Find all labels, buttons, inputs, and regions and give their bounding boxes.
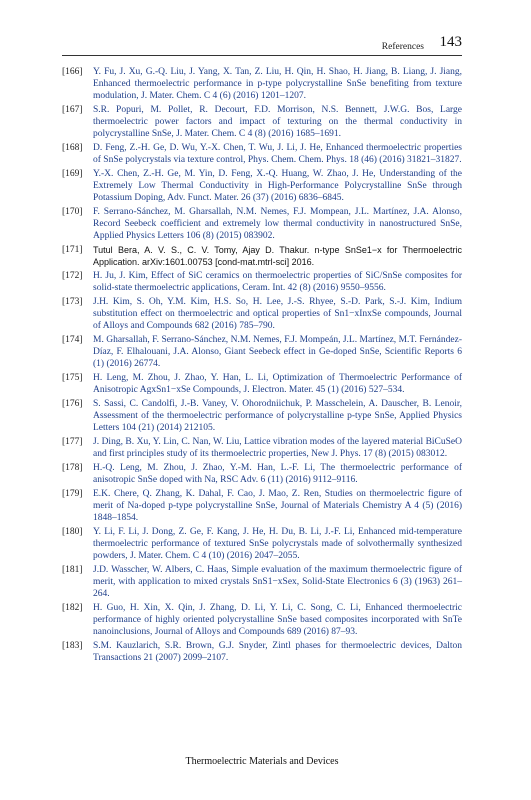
reference-number: [181]	[62, 565, 83, 575]
reference-item	[62, 602, 462, 638]
reference-text[interactable]: E.K. Chere, Q. Zhang, K. Dahal, F. Cao, J. Mao, Z. Ren, Studies on thermoelectric figure of merit of Na-doped p-type polycrystalline SnSe, Journal of Materials Chemistry A 4 (5) (2016) 1848–1854.	[93, 489, 462, 523]
reference-item	[62, 142, 462, 166]
reference-number: [166]	[62, 67, 83, 77]
reference-text[interactable]: J. Ding, B. Xu, Y. Lin, C. Nan, W. Liu, Lattice vibration modes of the layered material BiCuSeO and first principles study of its thermoelectric properties, New J. Phys. 17 (8) (2015) 083012.	[93, 437, 462, 459]
reference-number: [168]	[62, 143, 83, 153]
reference-item	[62, 564, 462, 600]
reference-number: [167]	[62, 105, 83, 115]
reference-number: [175]	[62, 373, 83, 383]
reference-text[interactable]: S. Sassi, C. Candolfi, J.-B. Vaney, V. Ohorodniichuk, P. Masschelein, A. Dauscher, B. Lenoir, Assessment of the thermoelectric performance of polycrystalline p-type SnSe, Applied Physics Letters 104 (21) (2014) 212105.	[93, 399, 462, 433]
reference-item	[62, 462, 462, 486]
running-title: References	[381, 42, 424, 52]
reference-number: [183]	[62, 641, 83, 651]
reference-number: [179]	[62, 489, 83, 499]
reference-text: Tutul Bera, A. V. S., C. V. Tomy, Ajay D. Thakur. n-type SnSe1−x for Thermoelectric Application. arXiv:1601.00753 [cond-mat.mtrl-sci] 2016.	[93, 245, 462, 267]
reference-item	[62, 244, 462, 268]
reference-text[interactable]: H. Guo, H. Xin, X. Qin, J. Zhang, D. Li, Y. Li, C. Song, C. Li, Enhanced thermoelectric performance of highly oriented polycrystalline SnSe based composites incorporated with SnTe nanoinclusions, Journal of Alloys and Compounds 689 (2016) 87–93.	[93, 603, 462, 637]
reference-text[interactable]: S.R. Popuri, M. Pollet, R. Decourt, F.D. Morrison, N.S. Bennett, J.W.G. Bos, Large thermoelectric power factors and impact of texturing on the thermal conductivity in polycrystalline SnSe, J. Mater. Chem. C 4 (8) (2016) 1685–1691.	[93, 105, 462, 139]
reference-item	[62, 398, 462, 434]
reference-number: [178]	[62, 463, 83, 473]
reference-number: [169]	[62, 169, 83, 179]
reference-text[interactable]: Y. Li, F. Li, J. Dong, Z. Ge, F. Kang, J. He, H. Du, B. Li, J.-F. Li, Enhanced mid-temperature thermoelectric performance of textured SnSe polycrystals made of solvothermally synthesized powders, J. Mater. Chem. C 4 (10) (2016) 2047–2055.	[93, 527, 462, 561]
reference-text[interactable]: H. Leng, M. Zhou, J. Zhao, Y. Han, L. Li, Optimization of Thermoelectric Performance of Anisotropic AgxSn1−xSe Compounds, J. Electron. Mater. 45 (1) (2016) 527–534.	[93, 373, 462, 395]
reference-item	[62, 104, 462, 140]
reference-number: [176]	[62, 399, 83, 409]
reference-number: [173]	[62, 297, 83, 307]
reference-list	[62, 66, 462, 666]
reference-item	[62, 372, 462, 396]
reference-text[interactable]: Y. Fu, J. Xu, G.-Q. Liu, J. Yang, X. Tan, Z. Liu, H. Qin, H. Shao, H. Jiang, B. Liang, J. Jiang, Enhanced thermoelectric performance in p-type polycrystalline SnSe benefiting from texture modulation, J. Mater. Chem. C 4 (6) (2016) 1201–1207.	[93, 67, 462, 101]
reference-number: [170]	[62, 207, 83, 217]
reference-number: [172]	[62, 271, 83, 281]
reference-number: [174]	[62, 335, 83, 345]
reference-text[interactable]: H.-Q. Leng, M. Zhou, J. Zhao, Y.-M. Han, L.-F. Li, The thermoelectric performance of anisotropic SnSe doped with Na, RSC Adv. 6 (11) (2016) 9112–9116.	[93, 463, 462, 485]
reference-number: [171]	[62, 245, 83, 255]
page-header	[62, 33, 462, 55]
reference-text[interactable]: J.D. Wasscher, W. Albers, C. Haas, Simple evaluation of the maximum thermoelectric figure of merit, with application to mixed crystals SnS1−xSex, Solid-State Electronics 6 (3) (1963) 261–264.	[93, 565, 462, 599]
page-number: 143	[439, 34, 462, 50]
reference-item	[62, 66, 462, 102]
reference-item	[62, 640, 462, 664]
reference-number: [177]	[62, 437, 83, 447]
reference-number: [180]	[62, 527, 83, 537]
reference-item	[62, 296, 462, 332]
reference-item	[62, 436, 462, 460]
reference-item	[62, 488, 462, 524]
reference-item	[62, 168, 462, 204]
reference-item	[62, 270, 462, 294]
footer-book-title: Thermoelectric Materials and Devices	[185, 756, 339, 767]
reference-text[interactable]: S.M. Kauzlarich, S.R. Brown, G.J. Snyder, Zintl phases for thermoelectric devices, Dalton Transactions 21 (2007) 2099–2107.	[93, 641, 462, 663]
reference-item	[62, 206, 462, 242]
reference-text[interactable]: J.H. Kim, S. Oh, Y.M. Kim, H.S. So, H. Lee, J.-S. Rhyee, S.-D. Park, S.-J. Kim, Indium substitution effect on thermoelectric and optical properties of Sn1−xInxSe compounds, Journal of Alloys and Compounds 682 (2016) 785–790.	[93, 297, 462, 331]
reference-text[interactable]: M. Gharsallah, F. Serrano-Sánchez, N.M. Nemes, F.J. Mompeán, J.L. Martínez, M.T. Fernández-Díaz, F. Elhalouani, J.A. Alonso, Giant Seebeck effect in Ge-doped SnSe, Scientific Reports 6 (1) (2016) 26774.	[93, 335, 462, 369]
reference-text[interactable]: Y.-X. Chen, Z.-H. Ge, M. Yin, D. Feng, X.-Q. Huang, W. Zhao, J. He, Understanding of the Extremely Low Thermal Conductivity in High-Performance Polycrystalline SnSe through Potassium Doping, Adv. Funct. Mater. 26 (37) (2016) 6836–6845.	[93, 169, 462, 203]
reference-text[interactable]: F. Serrano-Sánchez, M. Gharsallah, N.M. Nemes, F.J. Mompean, J.L. Martínez, J.A. Alonso, Record Seebeck coefficient and extremely low thermal conductivity in nanostructured SnSe, Applied Physics Letters 106 (8) (2015) 083902.	[93, 207, 462, 241]
header-rule	[62, 55, 462, 56]
reference-text[interactable]: H. Ju, J. Kim, Effect of SiC ceramics on thermoelectric properties of SiC/SnSe composites for solid-state thermoelectric applications, Ceram. Int. 42 (8) (2016) 9550–9556.	[93, 271, 462, 293]
reference-text[interactable]: D. Feng, Z.-H. Ge, D. Wu, Y.-X. Chen, T. Wu, J. Li, J. He, Enhanced thermoelectric properties of SnSe polycrystals via texture control, Phys. Chem. Chem. Phys. 18 (46) (2016) 31821–31827.	[93, 143, 462, 165]
reference-item	[62, 334, 462, 370]
reference-number: [182]	[62, 603, 83, 613]
reference-item	[62, 526, 462, 562]
